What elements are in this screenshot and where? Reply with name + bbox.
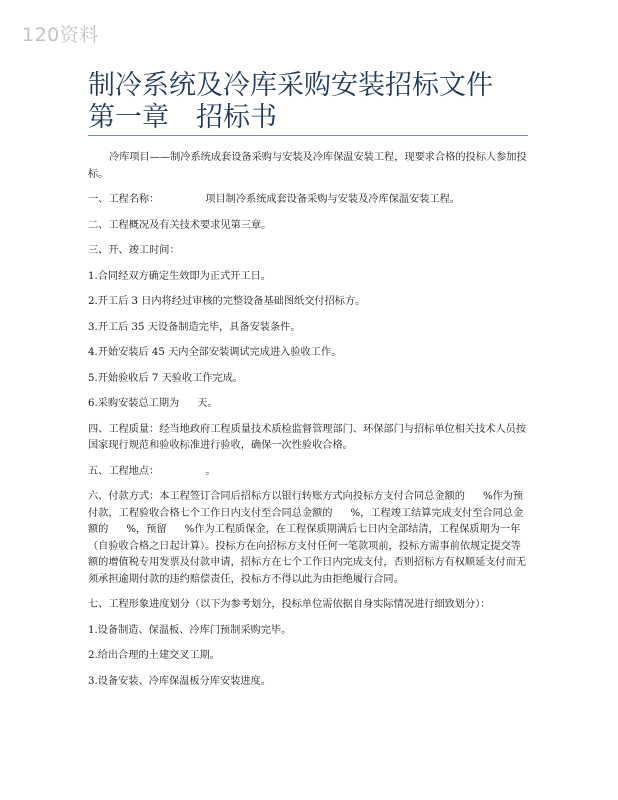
document-title [88, 70, 528, 134]
schedule-item-6 [88, 396, 528, 413]
payment-text-2: %作为预付款，工程验收合格七个工作日内支付至合同总金额的 [88, 491, 524, 519]
watermark-logo: 120资料 [22, 24, 99, 46]
schedule-item-6-text: 6.采购安装总工期为 [88, 398, 180, 409]
schedule-item-3: 3.开工后 35 天设备制造完毕，具备安装条件。 [88, 321, 301, 333]
document-body [88, 150, 528, 699]
chapter-heading: 第一章 招标书 [88, 102, 277, 133]
payment-text-5: %作为工程质保金，在工程保质期满后七日内全部结清，工程保质期为一年（自验收合格之日起计算）。投标方在向招标方支付任何一笔款项前，投标方需事前依规定提交等额的增值税专用发票及付款申请，招标方在七个工作日内完成支付，否则招标方有权顺延支付而无须承担逾期付款的违约赔偿责任，投标方不得以此为由拒绝履行合同。 [88, 524, 527, 585]
progress-item-3: 3.设备安装、冷库保温板分库安装进度。 [88, 675, 271, 687]
schedule-item-5: 5.开始验收后 7 天验收工作完成。 [88, 372, 244, 384]
section-payment [88, 489, 528, 588]
location-end: 。 [205, 465, 216, 477]
progress-item-1: 1.设备制造、保温板、冷库门预制采购完毕。 [88, 624, 292, 636]
section-label: 一、工程名称： [88, 194, 160, 205]
schedule-item-1: 1.合同经双方确定生效即为正式开工日。 [88, 270, 271, 282]
section-value: 项目制冷系统成套设备采购与安装及冷库保温安装工程。 [205, 194, 460, 205]
schedule-item-2: 2.开工后 3 日内将经过审核的完整设备基础图纸交付招标方。 [88, 296, 366, 307]
section-label: 五、工程地点： [88, 465, 160, 477]
section-progress: 七、工程形象进度划分（以下为参考划分，投标单位需依据自身实际情况进行细致划分）： [88, 599, 491, 610]
schedule-item-4: 4.开始安装后 45 天内全部安装调试完成进入验收工作。 [88, 347, 342, 358]
payment-text-4: %，预留 [126, 524, 167, 535]
section-quality: 四、工程质量：经当地政府工程质量技术质检监督管理部门、环保部门与招标单位相关技术人员按国家现行规范和验收标准进行验收，确保一次性验收合格。 [88, 423, 527, 451]
section-overview: 二、工程概况及有关技术要求见第三章。 [88, 219, 272, 231]
title-underline [88, 135, 528, 136]
payment-text-1: 六、付款方式：本工程签订合同后招标方以银行转账方式向投标方支付合同总金额的 [88, 491, 465, 502]
title-line-1: 制冷系统及冷库采购安装招标文件 [88, 70, 493, 101]
section-schedule-heading: 三、开、竣工时间： [88, 245, 180, 256]
payment-text-3: %，工程竣工结算完成支付至合同总金额的 [88, 507, 524, 535]
section-project-name [88, 192, 528, 209]
section-location [88, 464, 528, 481]
intro-paragraph: 冷库项目——制冷系统成套设备采购与安装及冷库保温安装工程，现要求合格的投标人参加投标。 [88, 152, 527, 180]
schedule-item-6-end: 天。 [197, 398, 218, 409]
progress-item-2: 2.给出合理的土建交叉工期。 [88, 650, 220, 661]
